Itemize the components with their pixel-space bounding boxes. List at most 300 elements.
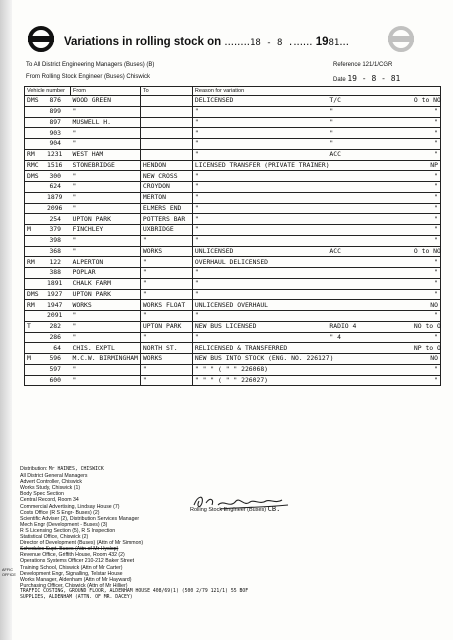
table-row — [25, 257, 441, 268]
table-row — [25, 225, 441, 236]
vehicle-fleet-number: 286 — [49, 332, 61, 341]
table-row — [25, 246, 441, 257]
reason-note: " — [329, 107, 334, 116]
reason-status: NP to O — [413, 343, 441, 352]
reason-status: " — [434, 236, 438, 245]
vehicle-fleet-number: 903 — [49, 128, 61, 137]
distribution-item: Central Record, Room 34 — [20, 497, 79, 504]
vehicle-number-cell — [25, 192, 71, 203]
to-cell: ELMERS END — [140, 203, 192, 214]
reason-cell — [192, 106, 440, 117]
london-transport-roundel-icon — [28, 26, 54, 52]
table-header-row — [25, 87, 441, 96]
to-cell: MERTON — [140, 192, 192, 203]
reason-text: UNLICENSED — [194, 246, 234, 255]
reason-status: " — [434, 117, 438, 126]
reason-note — [329, 258, 375, 267]
distribution-item: Purchasing Officer, Chiswick (Attn of Mr Hillier) — [20, 582, 128, 589]
from-cell: " — [71, 192, 141, 203]
vehicle-number-cell — [25, 278, 71, 289]
table-row — [25, 128, 441, 139]
reason-status: O to NO — [413, 246, 441, 255]
reason-status: NO to O — [413, 322, 441, 331]
table-row — [25, 300, 441, 311]
reason-cell — [192, 289, 440, 300]
reason-text: " — [194, 268, 199, 277]
distribution-item: Operations Systems Officer 210-212 Baker Street — [20, 558, 135, 565]
reason-cell — [192, 225, 440, 236]
to-cell: UPTON PARK — [140, 321, 192, 332]
reason-text: " — [194, 311, 199, 320]
reason-note: T/C — [329, 96, 341, 105]
vehicle-number-cell — [25, 139, 71, 150]
vehicle-number-cell — [25, 203, 71, 214]
vehicle-number-cell — [25, 149, 71, 160]
reason-text: " — [194, 279, 199, 288]
distribution-item: Works Manager, Aldenham (Attn of Mr Hayward) — [20, 576, 132, 583]
reason-status: NO — [430, 300, 438, 309]
table-row — [25, 364, 441, 375]
vehicle-number-cell — [25, 235, 71, 246]
from-cell: " — [71, 106, 141, 117]
reason-text: " " " ( " " 226027) — [194, 375, 269, 384]
to-cell: UXBRIDGE — [140, 225, 192, 236]
reason-text: OVERHAUL DELICENSED — [194, 257, 269, 266]
reason-cell — [192, 149, 440, 160]
vehicle-fleet-number: 600 — [49, 375, 61, 384]
signature-caption — [190, 505, 280, 513]
table-row — [25, 268, 441, 279]
table-row — [25, 160, 441, 171]
reason-note — [329, 215, 375, 224]
to-cell: NEW CROSS — [140, 171, 192, 182]
table-row — [25, 332, 441, 343]
vehicle-fleet-number: 1231 — [47, 150, 63, 159]
vehicle-number-cell — [25, 214, 71, 225]
vehicle-number-cell — [25, 106, 71, 117]
vehicle-number-cell — [25, 375, 71, 386]
to-cell — [140, 128, 192, 139]
from-cell: POPLAR — [71, 268, 141, 279]
to-cell — [140, 117, 192, 128]
vehicle-number-cell — [25, 268, 71, 279]
distribution-item: Mech Engr (Development - Buses) (3) — [20, 521, 108, 528]
vehicle-number-cell — [25, 160, 71, 171]
reason-note — [329, 290, 375, 299]
reason-text: " — [194, 107, 199, 116]
reason-cell — [192, 321, 440, 332]
reason-status: " — [434, 107, 438, 116]
vehicle-class: M — [27, 225, 31, 234]
signature-initials: CB. — [267, 505, 281, 513]
reason-text: " — [194, 332, 199, 341]
signature-caption-text: Rolling Stock Engineer (Buses) — [190, 507, 267, 513]
reason-note — [329, 279, 375, 288]
reason-note — [329, 376, 375, 385]
table-row — [25, 375, 441, 386]
distribution-item: Body Spec Section — [20, 491, 64, 498]
distribution-item: Schedules Supt. Buses (Attn of Mr Hyslop) — [20, 546, 119, 553]
table-row — [25, 214, 441, 225]
reason-status: " — [434, 225, 438, 234]
reason-note: ACC — [329, 150, 341, 159]
reason-note: " — [329, 128, 334, 137]
col-from: From — [71, 87, 141, 96]
to-cell: " — [140, 311, 192, 322]
reason-status: " — [434, 171, 438, 180]
reason-status: NP — [430, 160, 438, 169]
vehicle-fleet-number: 282 — [49, 322, 61, 331]
distribution-item: Costs Office (R S Engr- Buses) (2) — [20, 509, 100, 516]
col-vehicle-number: Vehicle number — [25, 87, 71, 96]
vehicle-fleet-number: 379 — [49, 225, 61, 234]
vehicle-number-cell — [25, 321, 71, 332]
title-year-written: 81 — [328, 38, 340, 48]
reason-status: O to NO — [413, 96, 441, 105]
date-line — [333, 74, 400, 83]
from-cell: WEST HAM — [71, 149, 141, 160]
reason-note — [329, 311, 375, 320]
from-cell: " — [71, 235, 141, 246]
reason-text: RELICENSED & TRANSFERRED — [194, 343, 288, 352]
from-cell: " — [71, 311, 141, 322]
vehicle-number-cell — [25, 246, 71, 257]
reason-text: UNLICENSED OVERHAUL — [194, 300, 269, 309]
vehicle-fleet-number: 1891 — [47, 279, 63, 288]
to-cell — [140, 139, 192, 150]
reason-cell — [192, 332, 440, 343]
reason-note — [329, 354, 375, 363]
reason-status: " — [434, 150, 438, 159]
reason-status: " — [434, 203, 438, 212]
to-cell: WORKS FLOAT — [140, 300, 192, 311]
reason-text: " " " ( " " 226068) — [194, 365, 269, 374]
distribution-label: Distribution: — [20, 466, 48, 472]
vehicle-number-cell — [25, 343, 71, 354]
vehicle-class: M — [27, 354, 31, 363]
vehicle-number-cell — [25, 257, 71, 268]
reason-note — [329, 344, 375, 353]
reason-cell — [192, 343, 440, 354]
to-cell — [140, 96, 192, 107]
table-row — [25, 192, 441, 203]
vehicle-class: RM — [27, 257, 35, 266]
reason-cell — [192, 246, 440, 257]
variations-table — [24, 86, 441, 386]
reason-status: " — [434, 375, 438, 384]
from-cell: M.C.W. BIRMINGHAM — [71, 354, 141, 365]
vehicle-fleet-number: 876 — [49, 96, 61, 105]
vehicle-class: RMC — [27, 160, 39, 169]
to-cell — [140, 106, 192, 117]
title-text: Variations in rolling stock on — [64, 36, 222, 48]
side-note: OFFICE — [2, 573, 16, 577]
vehicle-fleet-number: 1879 — [47, 193, 63, 202]
distribution-item: Statistical Office, Chiswick (2) — [20, 534, 89, 541]
vehicle-fleet-number: 1947 — [47, 300, 63, 309]
vehicle-fleet-number: 904 — [49, 139, 61, 148]
table-row — [25, 343, 441, 354]
vehicle-number-cell — [25, 364, 71, 375]
date-label: Date — [333, 77, 346, 83]
reason-cell — [192, 139, 440, 150]
from-cell: STONEBRIDGE — [71, 160, 141, 171]
vehicle-number-cell — [25, 117, 71, 128]
reason-cell — [192, 268, 440, 279]
vehicle-number-cell — [25, 300, 71, 311]
reason-status: NO — [430, 354, 438, 363]
reason-text: " — [194, 139, 199, 148]
distribution-item: R S Licensing Section (5), R S Inspection — [20, 527, 116, 534]
reason-cell — [192, 96, 440, 107]
from-cell: MUSWELL H. — [71, 117, 141, 128]
reason-cell — [192, 354, 440, 365]
reference-line: Reference 121/1/CGR — [333, 62, 393, 68]
reason-note — [329, 172, 375, 181]
reason-text: NEW BUS INTO STOCK (ENG. NO. 226127) — [194, 354, 334, 363]
title-date: 18 - 8 . — [249, 38, 294, 48]
reason-cell — [192, 192, 440, 203]
reason-text: " — [194, 182, 199, 191]
vehicle-class: RM — [27, 300, 35, 309]
to-cell: " — [140, 364, 192, 375]
reason-status: " — [434, 182, 438, 191]
distribution-item: Development Engr, Signalling, Telstar House — [20, 570, 123, 577]
from-cell: FINCHLEY — [71, 225, 141, 236]
vehicle-number-cell — [25, 171, 71, 182]
distribution-written-recipient: Mr HAINES, CHISWICK — [48, 467, 104, 472]
reason-text: " — [194, 214, 199, 223]
reason-cell — [192, 160, 440, 171]
distribution-item: Scientific Adviser (2), Distribution Services Manager — [20, 515, 140, 522]
side-note: AFFIC — [2, 568, 13, 572]
reason-status: " — [434, 193, 438, 202]
table-row — [25, 117, 441, 128]
from-cell: " — [71, 171, 141, 182]
to-cell: " — [140, 235, 192, 246]
vehicle-fleet-number: 300 — [49, 171, 61, 180]
to-cell: POTTERS BAR — [140, 214, 192, 225]
vehicle-number-cell — [25, 225, 71, 236]
vehicle-fleet-number: 2096 — [47, 203, 63, 212]
reason-cell — [192, 182, 440, 193]
reason-note: RADIO 4 — [329, 322, 357, 331]
from-cell: UPTON PARK — [71, 214, 141, 225]
table-row — [25, 278, 441, 289]
from-cell: ALPERTON — [71, 257, 141, 268]
vehicle-class: RM — [27, 150, 35, 159]
from-cell: WORKS — [71, 300, 141, 311]
vehicle-class: DMS — [27, 171, 39, 180]
vehicle-fleet-number: 596 — [49, 354, 61, 363]
to-cell: " — [140, 257, 192, 268]
distribution-item: TRAFFIC COSTING, GROUND FLOOR, ALDENHAM HOUSE 408/69(1) (500 2/79 121/1) 55 BOF — [20, 588, 249, 594]
table-row — [25, 182, 441, 193]
from-cell: WOOD GREEN — [71, 96, 141, 107]
reason-text: " — [194, 128, 199, 137]
reason-cell — [192, 214, 440, 225]
vehicle-fleet-number: 64 — [53, 343, 61, 352]
vehicle-number-cell — [25, 182, 71, 193]
reason-text: " — [194, 150, 199, 159]
reason-note: " — [329, 117, 334, 126]
vehicle-number-cell — [25, 96, 71, 107]
reason-text: " — [194, 203, 199, 212]
to-cell: CROYDON — [140, 182, 192, 193]
from-line: From Rolling Stock Engineer (Buses) Chiswick — [26, 74, 151, 80]
distribution-item: Director of Development (Buses) (Attn of Mr Simmon) — [20, 540, 144, 547]
from-cell: " — [71, 203, 141, 214]
table-row — [25, 171, 441, 182]
distribution-item: Works Study, Chiswick (1) — [20, 485, 81, 492]
reason-text: " — [194, 117, 199, 126]
reason-status: " — [434, 214, 438, 223]
vehicle-fleet-number: 2091 — [47, 311, 63, 320]
vehicle-number-cell — [25, 289, 71, 300]
reason-cell — [192, 364, 440, 375]
reason-cell — [192, 171, 440, 182]
distribution-item: Advert Controller, Chiswick — [20, 479, 82, 486]
handwritten-signature — [190, 491, 300, 517]
distribution-item: SUPPLIES, ALDENHAM (ATTN. OF MR. DACEY) — [20, 594, 133, 600]
vehicle-fleet-number: 122 — [49, 257, 61, 266]
date-value: 19 - 8 - 81 — [347, 74, 401, 83]
reason-cell — [192, 128, 440, 139]
from-cell: CHIS. EXPTL — [71, 343, 141, 354]
vehicle-class: DMS — [27, 289, 39, 298]
reason-text: " — [194, 193, 199, 202]
table-row — [25, 203, 441, 214]
reason-note — [329, 365, 375, 374]
vehicle-fleet-number: 1516 — [47, 160, 63, 169]
to-cell: HENDON — [140, 160, 192, 171]
reason-cell — [192, 300, 440, 311]
reason-status: " — [434, 257, 438, 266]
table-row — [25, 139, 441, 150]
table-row — [25, 289, 441, 300]
vehicle-fleet-number: 899 — [49, 107, 61, 116]
table-row — [25, 235, 441, 246]
vehicle-fleet-number: 254 — [49, 214, 61, 223]
vehicle-number-cell — [25, 311, 71, 322]
reason-note — [329, 204, 375, 213]
reason-text: " — [194, 289, 199, 298]
title-year-printed: 19 — [315, 36, 329, 48]
table-row — [25, 354, 441, 365]
distribution-item: Commercial Advertising, Lindsay House (7) — [20, 503, 120, 510]
reason-status: " — [434, 279, 438, 288]
reason-cell — [192, 235, 440, 246]
reason-status: " — [434, 332, 438, 341]
reason-text: LICENSED TRANSFER (PRIVATE TRAINER) — [194, 160, 330, 169]
to-cell: " — [140, 375, 192, 386]
vehicle-fleet-number: 624 — [49, 182, 61, 191]
reason-note — [329, 268, 375, 277]
distribution-item: Training School, Chiswick (Attn of Mr Carter) — [20, 564, 123, 571]
from-cell: " — [71, 128, 141, 139]
reason-cell — [192, 311, 440, 322]
to-cell: WORKS — [140, 354, 192, 365]
reason-status: " — [434, 365, 438, 374]
vehicle-number-cell — [25, 332, 71, 343]
from-cell: " — [71, 139, 141, 150]
page-edge-shadow — [0, 0, 12, 640]
from-cell: " — [71, 332, 141, 343]
reason-note: " — [329, 139, 334, 148]
reason-note — [329, 301, 375, 310]
vehicle-class: DMS — [27, 96, 39, 105]
reason-cell — [192, 278, 440, 289]
vehicle-number-cell — [25, 354, 71, 365]
from-cell: UPTON PARK — [71, 289, 141, 300]
reason-text: " — [194, 225, 199, 234]
reason-text: " — [194, 171, 199, 180]
reason-note — [329, 161, 375, 170]
distribution-item: Revenue Office, Griffith House, Room 432 (2) — [20, 552, 125, 559]
reason-note — [329, 182, 375, 191]
to-cell: " — [140, 268, 192, 279]
from-cell: " — [71, 246, 141, 257]
from-cell: " — [71, 321, 141, 332]
vehicle-fleet-number: 368 — [49, 246, 61, 255]
table-row — [25, 311, 441, 322]
london-transport-roundel-faint-icon — [388, 26, 414, 52]
to-cell: WORKS — [140, 246, 192, 257]
from-cell: " — [71, 364, 141, 375]
to-cell: " — [140, 332, 192, 343]
reason-cell — [192, 257, 440, 268]
table-row — [25, 149, 441, 160]
from-cell: CHALK FARM — [71, 278, 141, 289]
to-cell — [140, 149, 192, 160]
reason-cell — [192, 117, 440, 128]
table-row — [25, 321, 441, 332]
reason-text: NEW BUS LICENSED — [194, 322, 257, 331]
col-reason: Reason for variation — [192, 87, 440, 96]
reason-note — [329, 225, 375, 234]
reason-cell — [192, 203, 440, 214]
vehicle-fleet-number: 388 — [49, 268, 61, 277]
col-to: To — [140, 87, 192, 96]
to-cell: NORTH ST. — [140, 343, 192, 354]
vehicle-class: T — [27, 322, 31, 331]
reason-note — [329, 193, 375, 202]
reason-status: " — [434, 268, 438, 277]
reason-status: " — [434, 289, 438, 298]
side-notes — [2, 568, 16, 578]
to-cell: " — [140, 289, 192, 300]
vehicle-number-cell — [25, 128, 71, 139]
table-row — [25, 96, 441, 107]
vehicle-fleet-number: 1927 — [47, 289, 63, 298]
reason-status: " — [434, 139, 438, 148]
reason-note: ACC — [329, 246, 341, 255]
table-row — [25, 106, 441, 117]
reason-status: " — [434, 311, 438, 320]
reason-status: " — [434, 128, 438, 137]
reason-cell — [192, 375, 440, 386]
table-body — [25, 96, 441, 386]
reason-note — [329, 236, 375, 245]
to-line: To All District Engineering Managers (Buses) (B) — [26, 62, 155, 68]
from-cell: " — [71, 182, 141, 193]
distribution-item: All District General Managers — [20, 473, 88, 480]
from-cell: " — [71, 375, 141, 386]
document-title: Variations in rolling stock on ........18 - 8 ....... 1981... — [64, 36, 349, 48]
reason-note: " 4 — [329, 332, 341, 341]
reason-text: " — [194, 236, 199, 245]
vehicle-fleet-number: 897 — [49, 117, 61, 126]
